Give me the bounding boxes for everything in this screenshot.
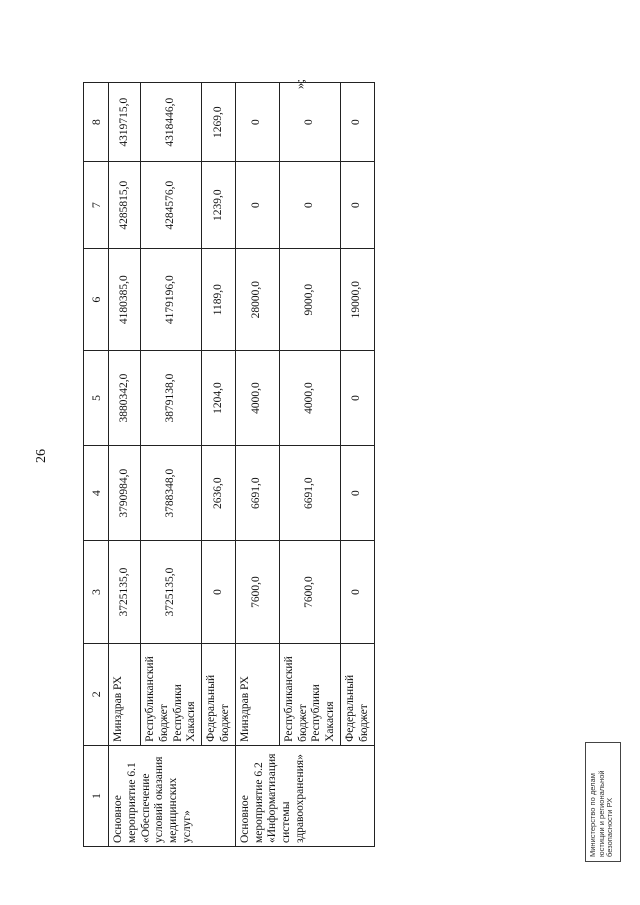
- value-cell: 3725135,0: [109, 541, 141, 643]
- value-cell: 3880342,0: [109, 351, 141, 446]
- value-cell: 0: [235, 162, 279, 249]
- source-cell: Республиканский бюджет Республики Хакасия: [141, 643, 202, 745]
- table-header-row: [84, 83, 109, 847]
- source-cell: Минздрав РХ: [109, 643, 141, 745]
- value-cell: 6691,0: [235, 445, 279, 541]
- value-cell: 4180385,0: [109, 249, 141, 351]
- value-cell: 4000,0: [235, 351, 279, 446]
- rotated-table-container: [83, 82, 370, 847]
- source-cell: Минздрав РХ: [235, 643, 279, 745]
- value-cell: 0: [340, 162, 374, 249]
- value-cell: 7600,0: [235, 541, 279, 643]
- header-cell: 4: [84, 445, 109, 541]
- stamp-line: юстиции и региональной: [596, 770, 606, 857]
- value-cell: 4179196,0: [141, 249, 202, 351]
- table-row: [235, 83, 279, 847]
- header-cell: 5: [84, 351, 109, 446]
- value-cell: 0: [340, 541, 374, 643]
- header-cell: 2: [84, 643, 109, 745]
- value-cell: 6691,0: [279, 445, 340, 541]
- source-cell: Федеральный бюджет: [202, 643, 236, 745]
- value-cell: 3879138,0: [141, 351, 202, 446]
- header-cell: 8: [84, 83, 109, 162]
- stamp-line: Министерство по делам: [588, 773, 597, 857]
- value-cell: 19000,0: [340, 249, 374, 351]
- value-cell: 3790984,0: [109, 445, 141, 541]
- value-cell: 2636,0: [202, 445, 236, 541]
- stamp-line: безопасности РХ: [605, 797, 615, 857]
- value-cell: 0: [202, 541, 236, 643]
- value-cell: 0: [235, 83, 279, 162]
- source-cell: Федеральный бюджет: [340, 643, 374, 745]
- table-row: [279, 83, 340, 847]
- closing-quote-mark: »;: [292, 78, 307, 90]
- value-cell: 0: [279, 83, 340, 162]
- measure-cell: Основное мероприятие 6.1 «Обеспечение условий оказания медицинских услуг»: [109, 745, 236, 846]
- value-cell: 1239,0: [202, 162, 236, 249]
- value-cell: 28000,0: [235, 249, 279, 351]
- header-cell: 3: [84, 541, 109, 643]
- value-cell: 1269,0: [202, 83, 236, 162]
- value-cell: 4319715,0: [109, 83, 141, 162]
- header-cell: 6: [84, 249, 109, 351]
- value-cell: 0: [279, 162, 340, 249]
- value-cell: 3788348,0: [141, 445, 202, 541]
- source-cell: Республиканский бюджет Республики Хакасия: [279, 643, 340, 745]
- registration-stamp: [585, 742, 621, 862]
- value-cell: 0: [340, 351, 374, 446]
- page-number: 26: [34, 449, 49, 463]
- value-cell: 3725135,0: [141, 541, 202, 643]
- value-cell: 7600,0: [279, 541, 340, 643]
- measure-cell: Основное мероприятие 6.2 «Информатизация системы здравоохранения»: [235, 745, 374, 846]
- value-cell: 0: [340, 445, 374, 541]
- value-cell: 0: [340, 83, 374, 162]
- table-row: [340, 83, 374, 847]
- table-row: [202, 83, 236, 847]
- table-row: [109, 83, 141, 847]
- value-cell: 9000,0: [279, 249, 340, 351]
- value-cell: 4318446,0: [141, 83, 202, 162]
- budget-table: [83, 82, 375, 847]
- header-cell: 7: [84, 162, 109, 249]
- value-cell: 4284576,0: [141, 162, 202, 249]
- value-cell: 1189,0: [202, 249, 236, 351]
- value-cell: 1204,0: [202, 351, 236, 446]
- header-cell: 1: [84, 745, 109, 846]
- table-row: [141, 83, 202, 847]
- value-cell: 4000,0: [279, 351, 340, 446]
- value-cell: 4285815,0: [109, 162, 141, 249]
